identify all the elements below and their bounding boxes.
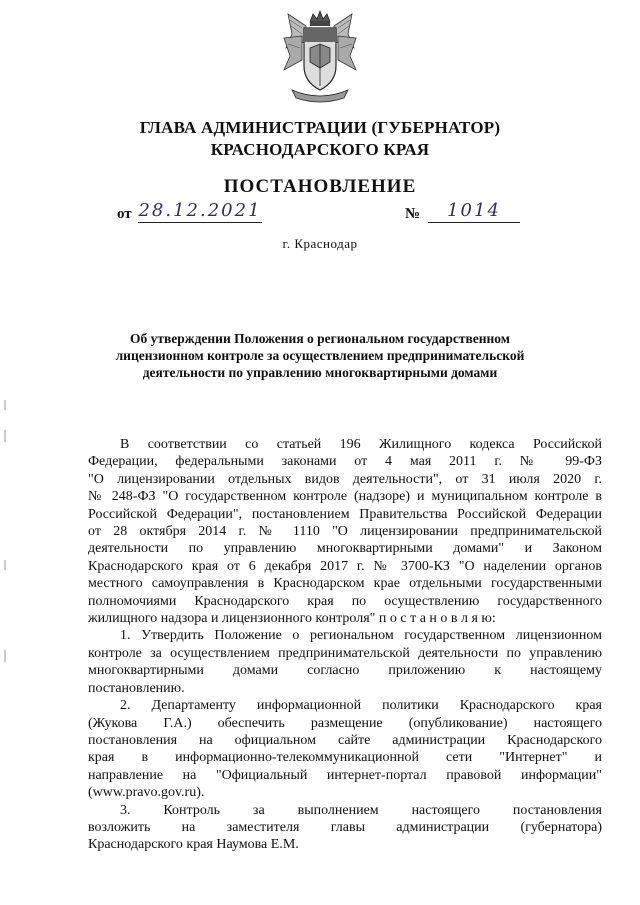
- subject-line: деятельности по управлению многоквартирными домами: [142, 365, 498, 380]
- body-line: местного самоуправления в Краснодарском крае отдельными государственными: [88, 576, 602, 592]
- body-line: Краснодарского края Наумова Е.М.: [88, 837, 299, 853]
- body-line: 1. Утвердить Положение о региональном государственном лицензионном: [120, 628, 602, 644]
- body-line: края в информационно-телекоммуникационной сети "Интернет" и: [88, 750, 602, 766]
- body-line: направление на "Официальный интернет-портал правовой информации": [88, 767, 602, 783]
- body-line: Краснодарского края от 6 декабря 2017 г. № 3700-КЗ "О наделении органов: [88, 558, 602, 574]
- body-line: В соответствии со статьей 196 Жилищного кодекса Российской: [120, 437, 602, 452]
- body-line: постановлению.: [88, 680, 185, 696]
- body-line: (Жукова Г.А.) обеспечить размещение (опубликование) настоящего: [88, 715, 602, 731]
- number-label: №: [405, 206, 421, 222]
- city: г. Краснодар: [282, 236, 358, 251]
- scan-margin-marks: [4, 400, 7, 700]
- date-value: 28.12.2021: [138, 200, 262, 221]
- body-line: многоквартирными домами согласно приложению к настоящему: [88, 663, 602, 679]
- number-value: 1014: [428, 200, 520, 223]
- body-line: Федерации, федеральными законами от 4 мая 2011 г. № 99-ФЗ: [88, 454, 602, 470]
- authority-title-line2: КРАСНОДАРСКОГО КРАЯ: [210, 140, 430, 159]
- body-line: контроле за осуществлением предпринимательской деятельности по управлению: [88, 645, 602, 661]
- document-body: [88, 436, 602, 854]
- body-line: Российской Федерации", постановлением Правительства Российской Федерации: [88, 506, 602, 522]
- body-line: деятельности по управлению многоквартирными домами" и Законом: [88, 541, 602, 557]
- body-line: 2. Департаменту информационной политики Краснодарского края: [120, 698, 602, 714]
- document-subject: [110, 330, 530, 381]
- body-line: (www.pravo.gov.ru).: [88, 785, 205, 801]
- body-line: полномочиями Краснодарского края по осуществлению государственного: [88, 593, 602, 609]
- body-line: "О лицензировании отдельных видов деятельности", от 31 июля 2020 г.: [88, 471, 602, 487]
- krasnodar-coat-of-arms-icon: [282, 8, 358, 104]
- subject-line: лицензионном контроле за осуществлением предпринимательской: [115, 348, 525, 363]
- authority-title-line1: ГЛАВА АДМИНИСТРАЦИИ (ГУБЕРНАТОР): [139, 118, 501, 137]
- body-line: жилищного надзора и лицензионного контроля" п о с т а н о в л я ю:: [88, 611, 496, 627]
- document-type: ПОСТАНОВЛЕНИЕ: [223, 176, 417, 197]
- subject-line: Об утверждении Положения о региональном государственном: [130, 331, 510, 346]
- body-line: возложить на заместителя главы администрации (губернатора): [88, 819, 602, 835]
- body-line: от 28 октября 2014 г. № 1110 "О лицензировании предпринимательской: [88, 524, 602, 540]
- body-line: № 248-ФЗ "О государственном контроле (надзоре) и муниципальном контроле в: [88, 489, 602, 505]
- body-line: постановления на официальном сайте администрации Краснодарского: [88, 732, 602, 748]
- date-label: от: [117, 206, 132, 222]
- body-line: 3. Контроль за выполнением настоящего постановления: [120, 802, 602, 818]
